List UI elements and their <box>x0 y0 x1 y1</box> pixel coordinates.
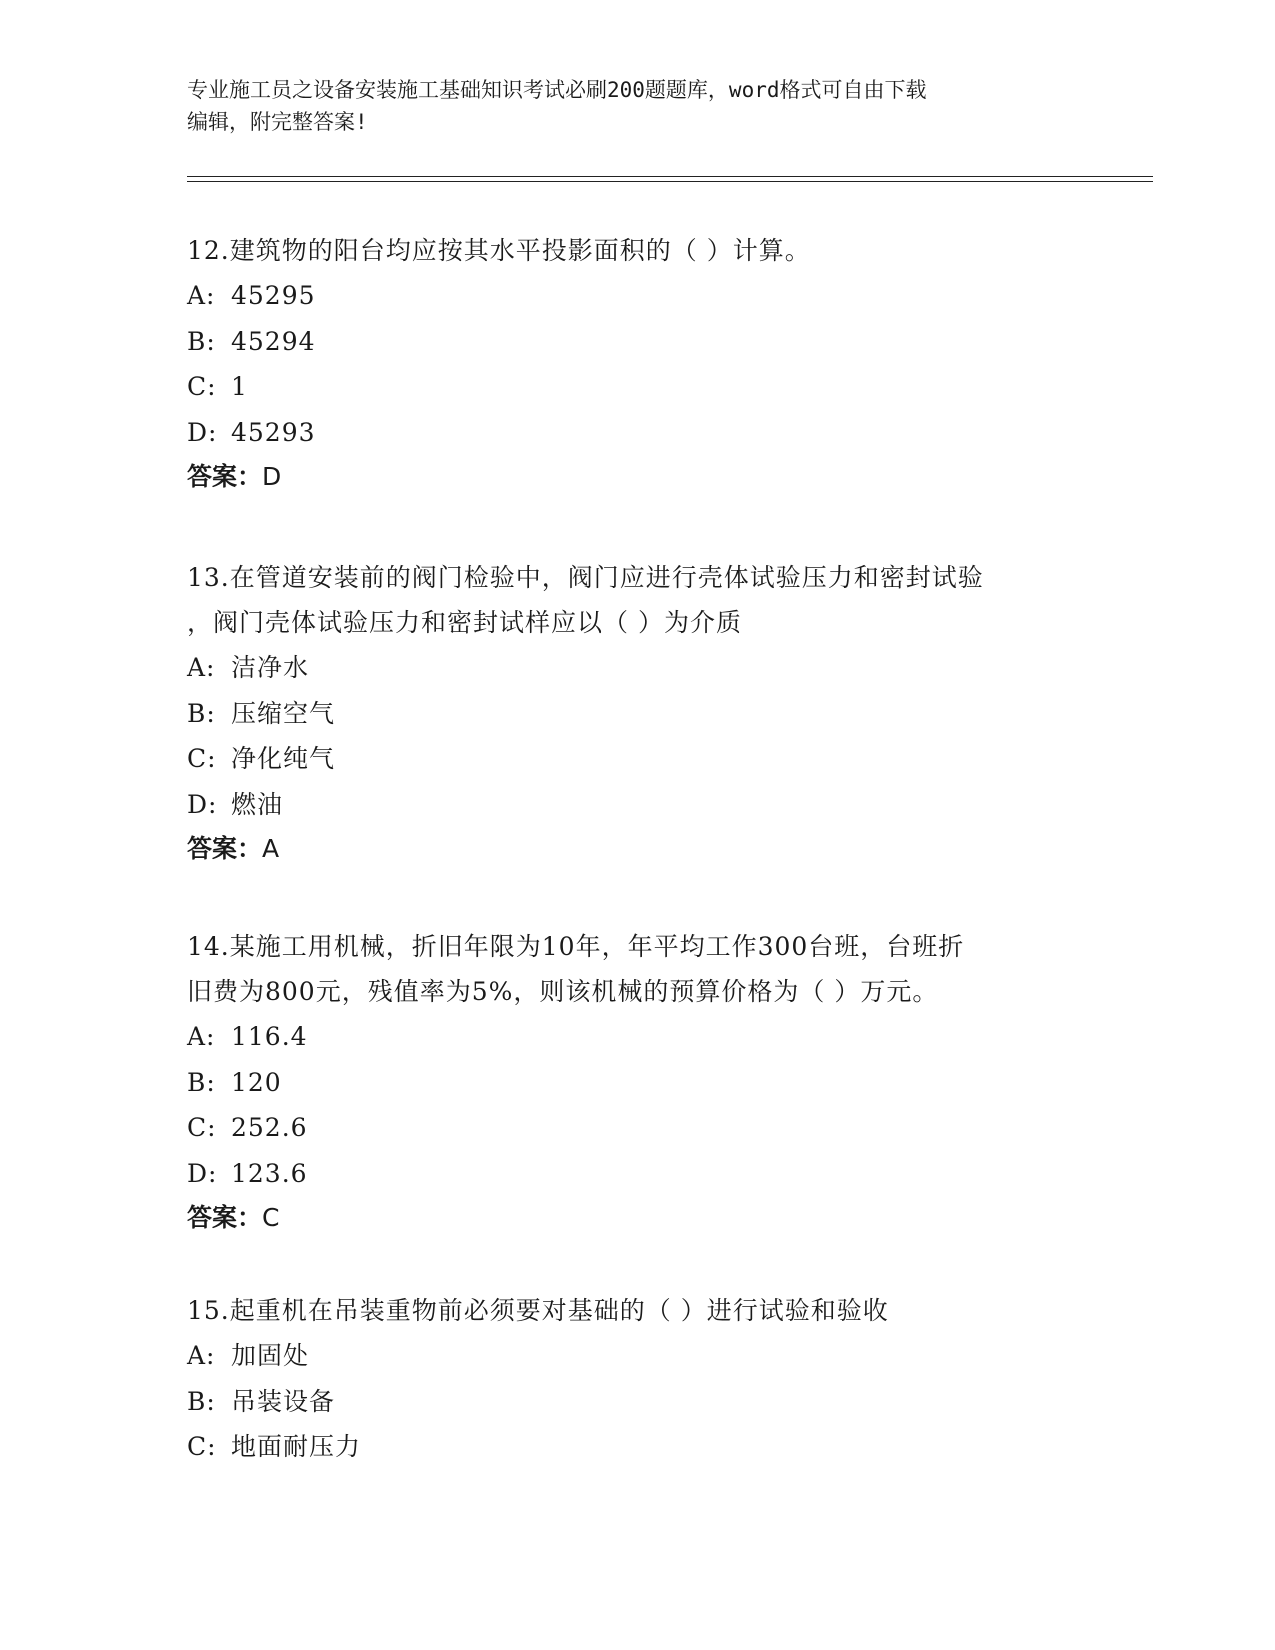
option-c: C: 252.6 <box>187 1113 308 1142</box>
header-divider-top <box>187 176 1153 177</box>
document-header <box>187 74 1087 138</box>
option-c: C: 地面耐压力 <box>187 1432 362 1461</box>
question-13 <box>187 555 1087 871</box>
option-b: B: 120 <box>187 1067 282 1097</box>
option-a: A: 洁净水 <box>187 653 310 682</box>
question-stem-line-1: 14.某施工用机械，折旧年限为10年，年平均工作300台班，台班折 <box>187 932 965 961</box>
option-a: A: 加固处 <box>187 1341 310 1370</box>
question-14 <box>187 924 1087 1240</box>
option-a: A: 116.4 <box>187 1022 308 1051</box>
header-line-1: 专业施工员之设备安装施工基础知识考试必刷200题题库，word格式可自由下载 <box>187 78 927 102</box>
header-line-2: 编辑，附完整答案! <box>187 110 368 134</box>
option-c: C: 净化纯气 <box>187 744 336 773</box>
answer: 答案：D <box>187 462 282 491</box>
option-b: B: 压缩空气 <box>187 698 336 728</box>
option-a: A: 45295 <box>187 281 316 310</box>
header-divider-bottom <box>187 181 1153 182</box>
question-12 <box>187 228 1087 499</box>
answer: 答案：A <box>187 834 280 863</box>
answer: 答案：C <box>187 1203 280 1232</box>
option-d: D: 123.6 <box>187 1158 308 1188</box>
question-15 <box>187 1288 1087 1470</box>
question-stem: 12.建筑物的阳台均应按其水平投影面积的（ ）计算。 <box>187 236 811 265</box>
option-b: B: 吊装设备 <box>187 1386 336 1416</box>
question-stem-line-2: 旧费为800元，残值率为5%，则该机械的预算价格为（ ）万元。 <box>187 977 939 1006</box>
question-stem: 15.起重机在吊装重物前必须要对基础的（ ）进行试验和验收 <box>187 1296 889 1325</box>
option-d: D: 45293 <box>187 417 316 447</box>
option-b: B: 45294 <box>187 326 316 356</box>
question-stem-line-1: 13.在管道安装前的阀门检验中，阀门应进行壳体试验压力和密封试验 <box>187 563 984 592</box>
question-stem-line-2: ，阀门壳体试验压力和密封试样应以（ ）为介质 <box>187 608 742 637</box>
option-d: D: 燃油 <box>187 789 284 819</box>
option-c: C: 1 <box>187 372 248 401</box>
